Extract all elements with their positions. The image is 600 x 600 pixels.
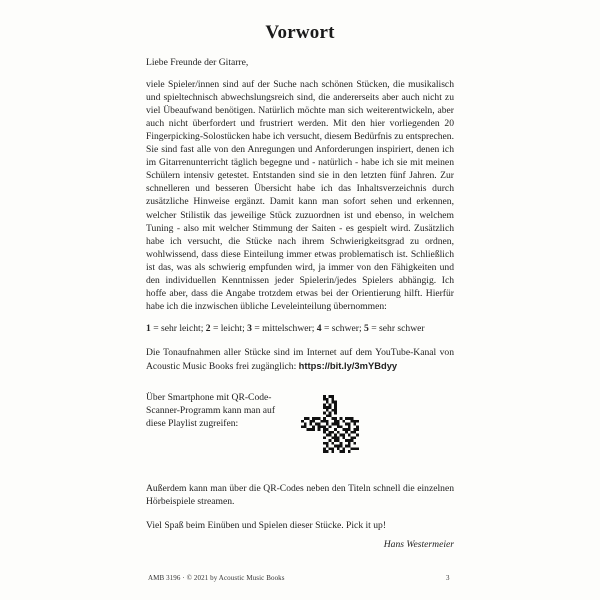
level-5-number: 5	[364, 322, 369, 334]
level-5-label: = sehr schwer	[368, 322, 425, 334]
youtube-playlist-link[interactable]: https://bit.ly/3mYBdyy	[298, 359, 398, 371]
level-1-number: 1	[146, 322, 151, 334]
qr-instruction: Über Smartphone mit QR-Code-Scanner-Programm kann man auf diese Playlist zugreifen:	[146, 392, 276, 430]
closing-line: Viel Spaß beim Einüben und Spielen dieser Stücke. Pick it up!	[146, 520, 387, 532]
level-4-number: 4	[316, 322, 322, 334]
qr-section	[146, 391, 454, 471]
footer-copyright: AMB 3196 · © 2021 by Acoustic Music Books	[148, 574, 285, 582]
level-3-label: = mittelschwer;	[251, 322, 317, 334]
level-4-label: = schwer;	[321, 322, 365, 334]
page-number: 3	[446, 574, 450, 582]
greeting: Liebe Freunde der Gitarre,	[146, 57, 249, 68]
audio-text: Die Tonaufnahmen aller Stücke sind im Internet auf dem YouTube-Kanal von Acoustic Music Books frei zugänglich:	[146, 346, 454, 372]
author-signature: Hans Westermeier	[383, 539, 454, 551]
level-2-label: = leicht;	[210, 322, 248, 334]
level-2-number: 2	[205, 322, 211, 334]
level-scale	[146, 322, 454, 335]
level-3-number: 3	[247, 322, 252, 334]
preface-body	[146, 56, 454, 551]
qr-titles-paragraph: Außerdem kann man über die QR-Codes neben den Titeln schnell die einzelnen Hörbeispiele streamen.	[146, 483, 454, 508]
page-title: Vorwort	[265, 22, 335, 43]
audio-paragraph	[146, 346, 454, 373]
level-1-label: = sehr leicht;	[150, 322, 206, 334]
qr-code-icon	[301, 395, 359, 453]
playlist-qr-code[interactable]	[301, 395, 359, 453]
intro-paragraph: viele Spieler/innen sind auf der Suche nach schönen Stücken, die musikalisch und spieltechnisch abwechslungsreich sind, die andererseits aber auch nicht zu viel Übeaufwand benötigen. Natürlich möchte man sich weiterentwickeln, aber auch nicht überfordert und frustriert werden. Mit den hier vorliegenden 20 Fingerpicking-Solostücken habe ich versucht, diesem Bedürfnis zu entsprechen. Sie sind fast alle von den Anregungen und Anforderungen inspiriert, denen ich im Gitarrenunterricht täglich begegne und - natürlich - habe ich sie mit meinen Schülern intensiv getestet. Entstanden sind sie in den letzten fünf Jahren. Zur schnelleren und besseren Übersicht habe ich das Inhaltsverzeichnis durch zusätzliche Hinweise ergänzt. Damit kann man sofort sehen und erkennen, welcher Stilistik das jeweilige Stück zuzuordnen ist und ebenso, in welchem Tuning - also mit welcher Stimmung der Saiten - es gespielt wird. Zusätzlich habe ich versucht, die Stücke nach ihrem Schwierigkeitsgrad zu ordnen, wohlwissend, dass diese Einteilung immer etwas problematisch ist. Schließlich ist das, was als schwierig empfunden wird, ja immer von den Fähigkeiten und den individuellen Kenntnissen jeder Spielerin/jedes Spielers abhängig. Ich hoffe aber, dass die Angabe trotzdem etwas bei der Orientierung hilft. Hierfür habe ich die inzwischen übliche Leveleinteilung übernommen:	[146, 79, 454, 312]
